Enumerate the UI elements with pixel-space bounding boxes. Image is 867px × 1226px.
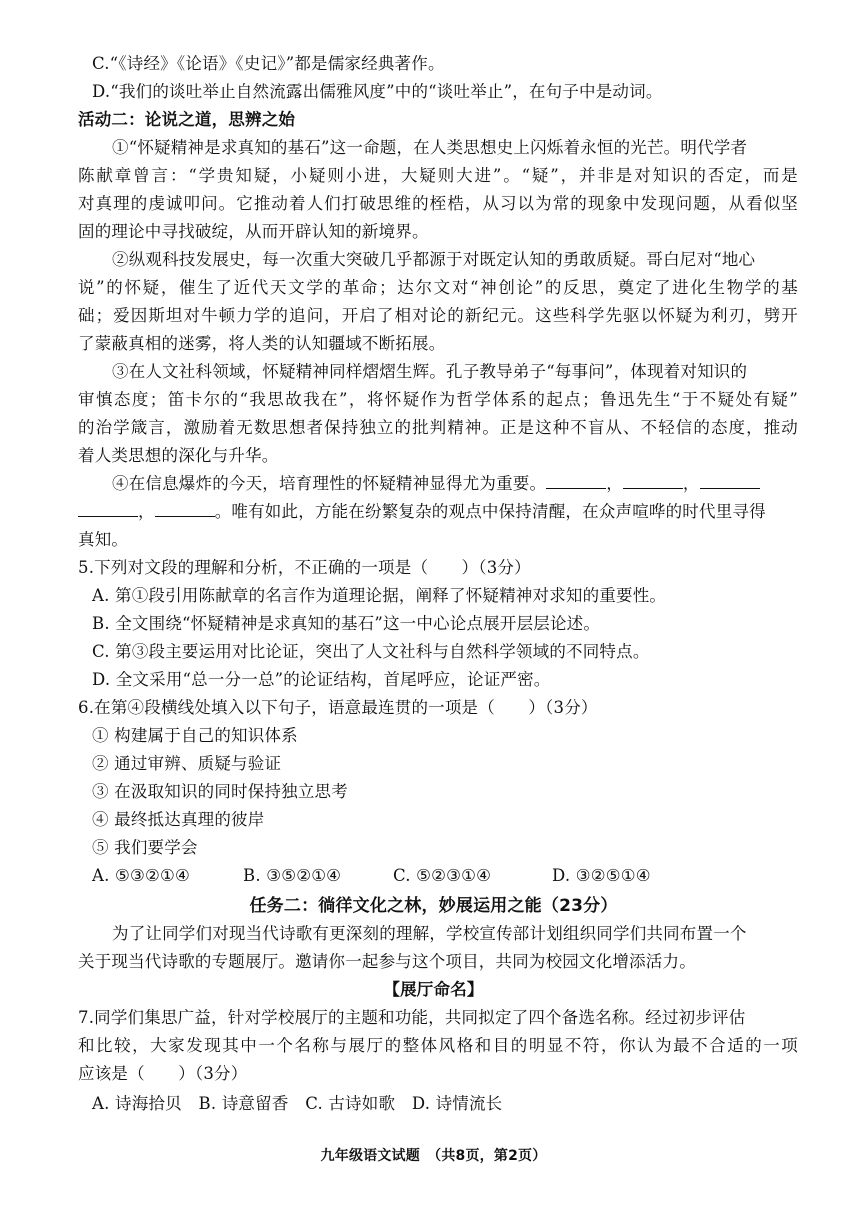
question-6-option-b: B. ③⑤②①④ [243,866,342,885]
question-6-option-c: C. ⑤②③①④ [393,866,492,885]
question-7-stem: 应该是（ ）（3分） [78,1064,248,1083]
task-two-heading: 任务二：徜徉文化之林，妙展运用之能（23分） [249,896,618,916]
para-2-line: 了蒙蔽真相的迷雾，将人类的认知疆域不断拓展。 [78,334,446,353]
question-7-stem: 和比较，大家发现其中一个名称与展厅的整体风格和目的明显不符，你认为最不合适的一项 [78,1036,798,1055]
page-footer: 九年级语文试题 （共8页，第2页） [320,1148,547,1164]
fill-blank-3[interactable] [700,470,760,489]
para-4-line: ④在信息爆炸的今天，培育理性的怀疑精神显得尤为重要。 ， ， [112,470,832,498]
question-7-options: A. 诗海拾贝 B. 诗意留香 C. 古诗如歌 D. 诗情流长 [92,1094,503,1113]
para-1-line: ①“怀疑精神是求真知的基石”这一命题，在人类思想史上闪烁着永恒的光芒。明代学者 [112,138,748,157]
sentence-item: ⑤ 我们要学会 [92,838,198,857]
para-2-line: 础；爱因斯坦对牛顿力学的追问，开启了相对论的新纪元。这些科学先驱以怀疑为利刃，劈开 [78,306,798,325]
para-4-line: ， 。唯有如此，方能在纷繁复杂的观点中保持清醒，在众声喧哗的时代里寻得 [78,498,798,526]
para-4-line: 真知。 [78,530,129,549]
para-2-line: ②纵观科技发展史，每一次重大突破几乎都源于对既定认知的勇敢质疑。哥白尼对“地心 [112,250,756,269]
para-1-line: 固的理论中寻找破绽，从而开辟认知的新境界。 [78,222,429,241]
sentence-item: ③ 在汲取知识的同时保持独立思考 [92,782,348,801]
fill-blank-2[interactable] [623,470,683,489]
sentence-item: ④ 最终抵达真理的彼岸 [92,810,265,829]
para-4-text: ④在信息爆炸的今天，培育理性的怀疑精神显得尤为重要。 [112,474,547,493]
para-4-text: 。唯有如此，方能在纷繁复杂的观点中保持清醒，在众声喧哗的时代里寻得 [214,502,766,521]
fill-blank-5[interactable] [155,498,215,517]
para-3-line: 的治学箴言，激励着无数思想者保持独立的批判精神。正是这种不盲从、不轻信的态度，推动 [78,418,798,437]
task-two-intro-line: 为了让同学们对现当代诗歌有更深刻的理解，学校宣传部计划组织同学们共同布置一个 [112,924,747,943]
option-c-text: C.“《诗经》《论语》《史记》”都是儒家经典著作。 [92,54,445,73]
question-5-option-d: D. 全文采用“总一分一总”的论证结构，首尾呼应，论证严密。 [92,670,551,689]
para-2-line: 说”的怀疑，催生了近代天文学的革命；达尔文对“神创论”的反思，奠定了进化生物学的基 [78,278,798,297]
para-3-line: 审慎态度；笛卡尔的“我思故我在”，将怀疑作为哲学体系的起点；鲁迅先生“于不疑处有疑” [78,390,798,409]
fill-blank-1[interactable] [546,470,606,489]
hall-naming-heading: 【展厅命名】 [383,980,484,999]
para-1-line: 对真理的虔诚叩问。它推动着人们打破思维的桎梏，从习以为常的现象中发现问题，从看似坚 [78,194,798,213]
task-two-intro-line: 关于现当代诗歌的专题展厅。邀请你一起参与这个项目，共同为校园文化增添活力。 [78,952,696,971]
sentence-item: ② 通过审辨、质疑与验证 [92,754,282,773]
question-5-option-a: A. 第①段引用陈献章的名言作为道理论据，阐释了怀疑精神对求知的重要性。 [92,586,667,605]
question-6-option-d: D. ③②⑤①④ [552,866,651,885]
question-6-stem: 6.在第④段横线处填入以下句子，语意最连贯的一项是（ ）（3分） [78,698,598,717]
sentence-item: ① 构建属于自己的知识体系 [92,726,298,745]
question-5-stem: 5.下列对文段的理解和分析，不正确的一项是（ ）（3分） [78,558,531,577]
question-6-option-a: A. ⑤③②①④ [92,866,190,885]
para-1-line: 陈献章曾言：“学贵知疑，小疑则小进，大疑则大进”。“疑”，并非是对知识的否定，而是 [78,166,798,185]
question-5-option-b: B. 全文围绕“怀疑精神是求真知的基石”这一中心论点展开层层论述。 [92,614,601,633]
question-7-stem: 7.同学们集思广益，针对学校展厅的主题和功能，共同拟定了四个备选名称。经过初步评估 [78,1008,746,1027]
option-d-text: D.“我们的谈吐举止自然流露出儒雅风度”中的“谈吐举止”，在句子中是动词。 [92,82,663,101]
activity-two-heading: 活动二：论说之道，思辨之始 [78,110,296,129]
fill-blank-4[interactable] [78,498,138,517]
para-3-line: 着人类思想的深化与升华。 [78,446,279,465]
para-3-line: ③在人文社科领域，怀疑精神同样熠熠生辉。孔子教导弟子“每事问”，体现着对知识的 [112,362,748,381]
question-5-option-c: C. 第③段主要运用对比论证，突出了人文社科与自然科学领域的不同特点。 [92,642,650,661]
